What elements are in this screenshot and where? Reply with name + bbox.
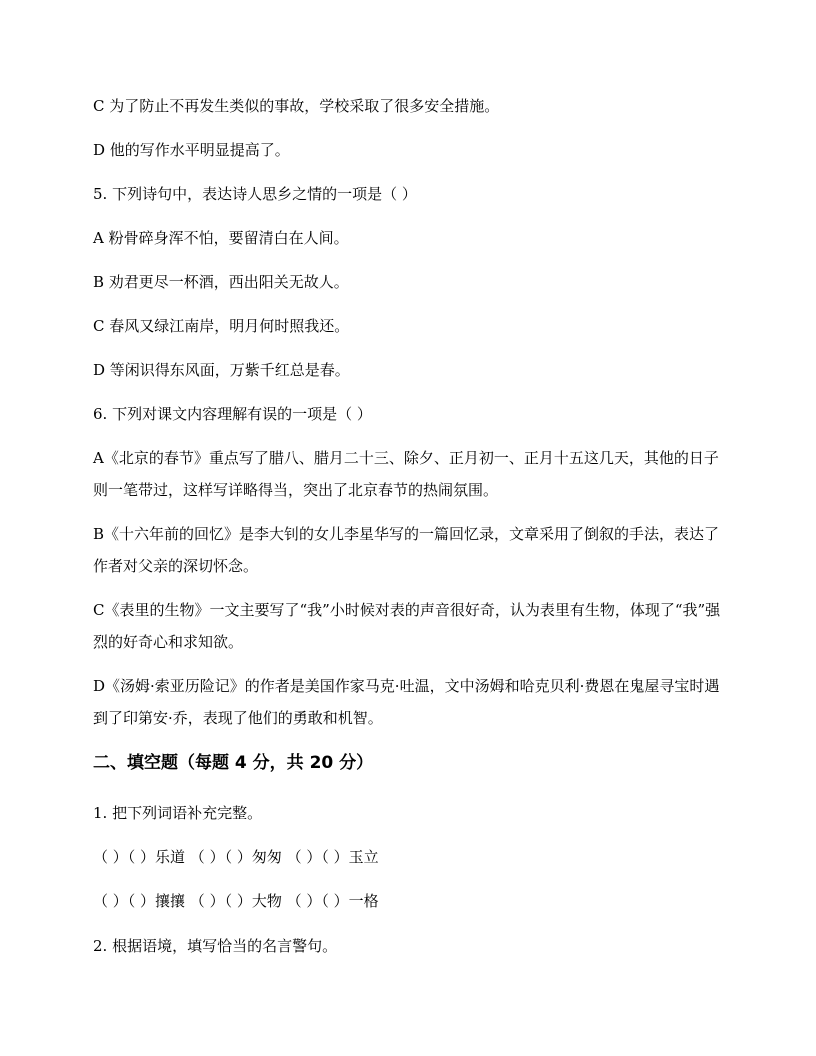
q5-stem: 5. 下列诗句中，表达诗人思乡之情的一项是（ ） [93, 185, 417, 203]
section-2-title: 二、填空题（每题 4 分，共 20 分） [93, 753, 374, 773]
q4-option-d: D 他的写作水平明显提高了。 [93, 141, 290, 159]
q6-option-d: D《汤姆·索亚历险记》的作者是美国作家马克·吐温，文中汤姆和哈克贝利·费恩在鬼屋寻宝时遇到了印第安·乔，表现了他们的勇敢和机智。 [93, 677, 720, 727]
q6-option-a: A《北京的春节》重点写了腊八、腊月二十三、除夕、正月初一、正月十五这几天，其他的日子则一笔带过，这样写详略得当，突出了北京春节的热闹氛围。 [93, 449, 719, 499]
fill1-row-2: （ ）（ ）攘攘 （ ）（ ）大物 （ ）（ ）一格 [93, 892, 379, 910]
q6-stem: 6. 下列对课文内容理解有误的一项是（ ） [93, 405, 372, 423]
q6-option-c: C《表里的生物》一文主要写了“我”小时候对表的声音很好奇，认为表里有生物，体现了“我”强烈的好奇心和求知欲。 [93, 601, 721, 651]
q5-option-b: B 劝君更尽一杯酒，西出阳关无故人。 [93, 273, 349, 291]
q6-option-b: B《十六年前的回忆》是李大钊的女儿李星华写的一篇回忆录，文章采用了倒叙的手法，表达了作者对父亲的深切怀念。 [93, 525, 720, 575]
q4-option-c: C 为了防止不再发生类似的事故，学校采取了很多安全措施。 [93, 97, 500, 115]
q5-option-c: C 春风又绿江南岸，明月何时照我还。 [93, 317, 350, 335]
fill1-row-1: （ ）（ ）乐道 （ ）（ ）匆匆 （ ）（ ）玉立 [93, 848, 379, 866]
q5-option-d: D 等闲识得东风面，万紫千红总是春。 [93, 361, 350, 379]
fill2-stem: 2. 根据语境，填写恰当的名言警句。 [93, 937, 338, 955]
fill1-stem: 1. 把下列词语补充完整。 [93, 804, 263, 822]
q5-option-a: A 粉骨碎身浑不怕，要留清白在人间。 [93, 229, 349, 247]
